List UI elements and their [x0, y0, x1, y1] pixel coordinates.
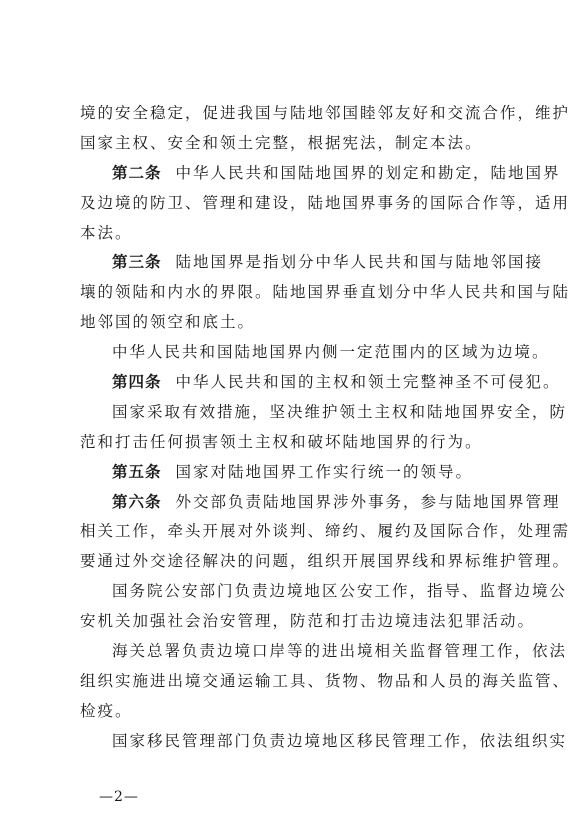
- text-line: [80, 607, 536, 637]
- line-text: 国家主权、安全和领土完整，根据宪法，制定本法。: [80, 133, 483, 152]
- article-number: 第四条: [112, 373, 162, 392]
- paragraph-line: [80, 637, 568, 667]
- line-text: 国家移民管理部门负责边境地区移民管理工作，依法组织实: [112, 731, 568, 750]
- line-text: 地邻国的领空和底土。: [80, 313, 256, 332]
- line-text: 国家采取有效措施，坚决维护领土主权和陆地国界安全，防: [112, 402, 568, 421]
- line-text: 中华人民共和国陆地国界内侧一定范围内的区域为边境。: [112, 343, 550, 362]
- paragraph-line: [80, 398, 568, 428]
- line-text: 要通过外交途径解决的问题，组织开展国界线和界标维护管理。: [80, 552, 571, 571]
- line-text: 外交部负责陆地国界涉外事务，参与陆地国界管理: [175, 492, 561, 511]
- line-text: 中华人民共和国陆地国界的划定和勘定，陆地国界: [175, 163, 561, 182]
- article-2-line: [80, 159, 561, 189]
- text-line: [80, 517, 571, 547]
- paragraph-line: [80, 577, 568, 607]
- line-text: 本法。: [80, 223, 133, 242]
- text-line: [80, 697, 520, 727]
- text-line: [80, 278, 571, 308]
- line-text: 国务院公安部门负责边境地区公安工作，指导、监督边境公: [112, 582, 568, 601]
- text-line: [80, 129, 520, 159]
- line-text: 国家对陆地国界工作实行统一的领导。: [175, 462, 474, 481]
- text-line: [80, 667, 571, 697]
- line-text: 及边境的防卫、管理和建设，陆地国界事务的国际合作等，适用: [80, 193, 571, 212]
- line-text: 相关工作，牵头开展对外谈判、缔约、履约及国际合作，处理需: [80, 522, 571, 541]
- article-number: 第六条: [112, 492, 162, 511]
- article-6-line: [80, 488, 561, 518]
- article-5-line: [80, 458, 520, 488]
- text-line: [80, 189, 571, 219]
- paragraph-line: [80, 338, 550, 368]
- line-text: 范和打击任何损害领土主权和破坏陆地国界的行为。: [80, 432, 483, 451]
- text-line: [80, 219, 520, 249]
- line-text: 检疫。: [80, 701, 133, 720]
- text-line: [80, 428, 520, 458]
- line-text: 组织实施进出境交通运输工具、货物、物品和人员的海关监管、: [80, 671, 571, 690]
- text-line: [80, 99, 571, 129]
- article-number: 第二条: [112, 163, 162, 182]
- document-body: [80, 99, 571, 757]
- article-number: 第三条: [112, 253, 162, 272]
- line-text: 境的安全稳定，促进我国与陆地邻国睦邻友好和交流合作，维护: [80, 104, 571, 122]
- article-number: 第五条: [112, 462, 162, 481]
- text-line: [80, 547, 571, 577]
- line-text: 中华人民共和国的主权和领土完整神圣不可侵犯。: [175, 373, 561, 392]
- line-text: 海关总署负责边境口岸等的进出境相关监督管理工作，依法: [112, 642, 568, 661]
- article-3-line: [80, 248, 544, 278]
- line-text: 壤的领陆和内水的界限。陆地国界垂直划分中华人民共和国与陆: [80, 283, 571, 302]
- line-text: 安机关加强社会治安管理，防范和打击边境违法犯罪活动。: [80, 612, 536, 631]
- line-text: 陆地国界是指划分中华人民共和国与陆地邻国接: [175, 253, 544, 272]
- paragraph-line: [80, 727, 568, 757]
- text-line: [80, 308, 520, 338]
- page-number: —2—: [99, 789, 139, 805]
- article-4-line: [80, 368, 561, 398]
